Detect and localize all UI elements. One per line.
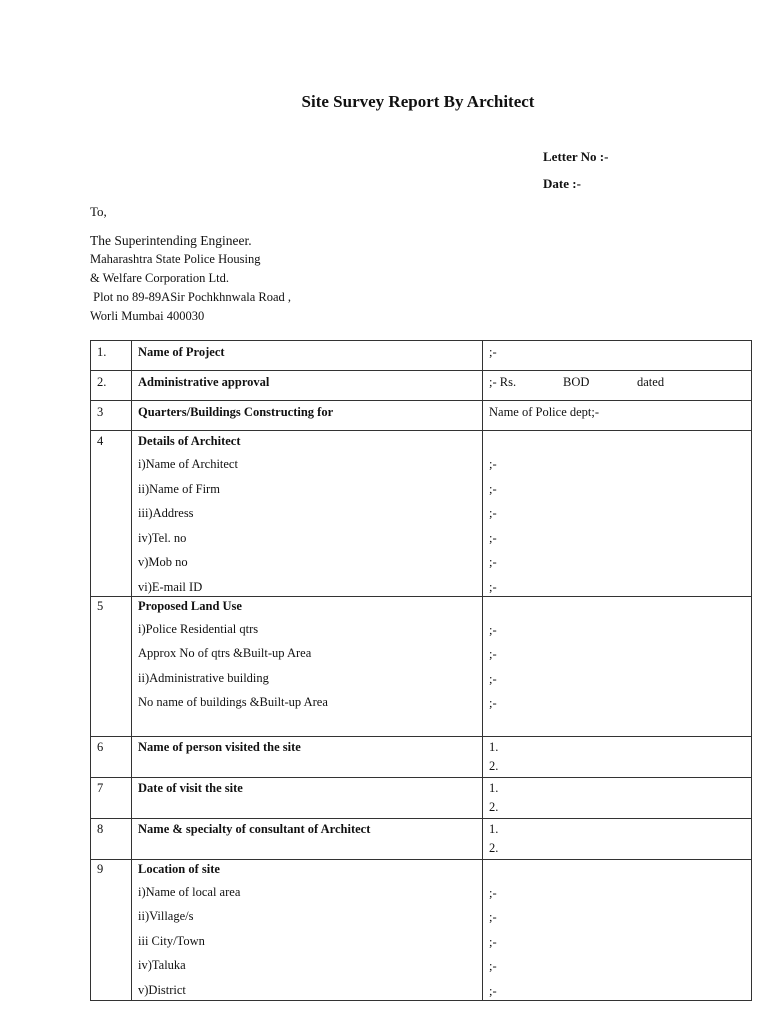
list-item: iii City/Town <box>138 933 205 948</box>
table-row <box>91 859 752 1000</box>
row-label: Location of site i)Name of local area ii)Village/s iii City/Town iv)Taluka v)District <box>132 859 483 1000</box>
row-number: 4 <box>91 431 132 597</box>
row-value: 1. 2. <box>483 818 752 859</box>
row-number: 5 <box>91 596 132 736</box>
table-row <box>91 431 752 597</box>
list-item: ii)Village/s <box>138 909 194 923</box>
rs-label: ;- Rs. <box>489 375 517 389</box>
row-label: Administrative approval <box>132 371 483 401</box>
list-item: i)Name of Architect <box>138 457 238 471</box>
row-value: ;- ;- ;- ;- ;- <box>483 859 752 1000</box>
table-row <box>91 818 752 859</box>
table-row <box>91 736 752 777</box>
row-label: Name of Project <box>132 341 483 371</box>
row-value: ;- ;- ;- ;- <box>483 596 752 736</box>
table-row <box>91 401 752 431</box>
row-value: 1. 2. <box>483 777 752 818</box>
row-label: Proposed Land Use i)Police Residential qtrs Approx No of qtrs &Built-up Area ii)Administrative building No name of buildings &Built-up Area <box>132 596 483 736</box>
row-label: Name of person visited the site <box>132 736 483 777</box>
list-item: No name of buildings &Built-up Area <box>138 695 328 709</box>
row-value: ;- <box>483 341 752 371</box>
row-number: 7 <box>91 777 132 818</box>
table-row <box>91 777 752 818</box>
row-number: 9 <box>91 859 132 1000</box>
row-label: Name & specialty of consultant of Architect <box>132 818 483 859</box>
row-label: Date of visit the site <box>132 777 483 818</box>
address-line: Worli Mumbai 400030 <box>90 309 205 323</box>
list-item: Approx No of qtrs &Built-up Area <box>138 646 312 660</box>
dated-label: dated <box>637 375 665 389</box>
date-label: Date :- <box>543 176 581 191</box>
table-row <box>91 341 752 371</box>
row-value: 1. 2. <box>483 736 752 777</box>
address-line: Plot no 89-89ASir Pochkhnwala Road , <box>90 290 292 304</box>
address-line: The Superintending Engineer. <box>90 233 252 248</box>
list-item: ii)Administrative building <box>138 670 269 685</box>
list-item: iv)Taluka <box>138 958 186 972</box>
address-line: Maharashtra State Police Housing <box>90 252 261 266</box>
row-value: ;- ;- ;- ;- ;- ;- <box>483 431 752 597</box>
document-title: Site Survey Report By Architect <box>301 92 535 111</box>
row-number: 8 <box>91 818 132 859</box>
row-value: Name of Police dept;- <box>483 401 752 431</box>
row-number: 1. <box>91 341 132 371</box>
row-value <box>483 371 752 401</box>
address-line: & Welfare Corporation Ltd. <box>90 271 230 285</box>
bod-label: BOD <box>563 375 590 389</box>
table-row <box>91 371 752 401</box>
list-item: v)Mob no <box>138 555 188 569</box>
list-item: v)District <box>138 982 186 997</box>
row-number: 2. <box>91 371 132 401</box>
row-number: 6 <box>91 736 132 777</box>
survey-table <box>90 340 752 1001</box>
list-item: iii)Address <box>138 506 194 520</box>
letter-no-label: Letter No :- <box>543 149 609 164</box>
recipient-address <box>90 231 291 326</box>
list-item: iv)Tel. no <box>138 530 187 545</box>
row-label: Details of Architect i)Name of Architect ii)Name of Firm iii)Address iv)Tel. no v)Mob no vi)E-mail ID <box>132 431 483 597</box>
list-item: vi)E-mail ID <box>138 579 203 594</box>
list-item: i)Name of local area <box>138 884 241 899</box>
table-row <box>91 596 752 736</box>
list-item: i)Police Residential qtrs <box>138 621 259 636</box>
list-item: ii)Name of Firm <box>138 481 220 496</box>
row-number: 3 <box>91 401 132 431</box>
salutation: To, <box>90 204 107 219</box>
row-label: Quarters/Buildings Constructing for <box>132 401 483 431</box>
